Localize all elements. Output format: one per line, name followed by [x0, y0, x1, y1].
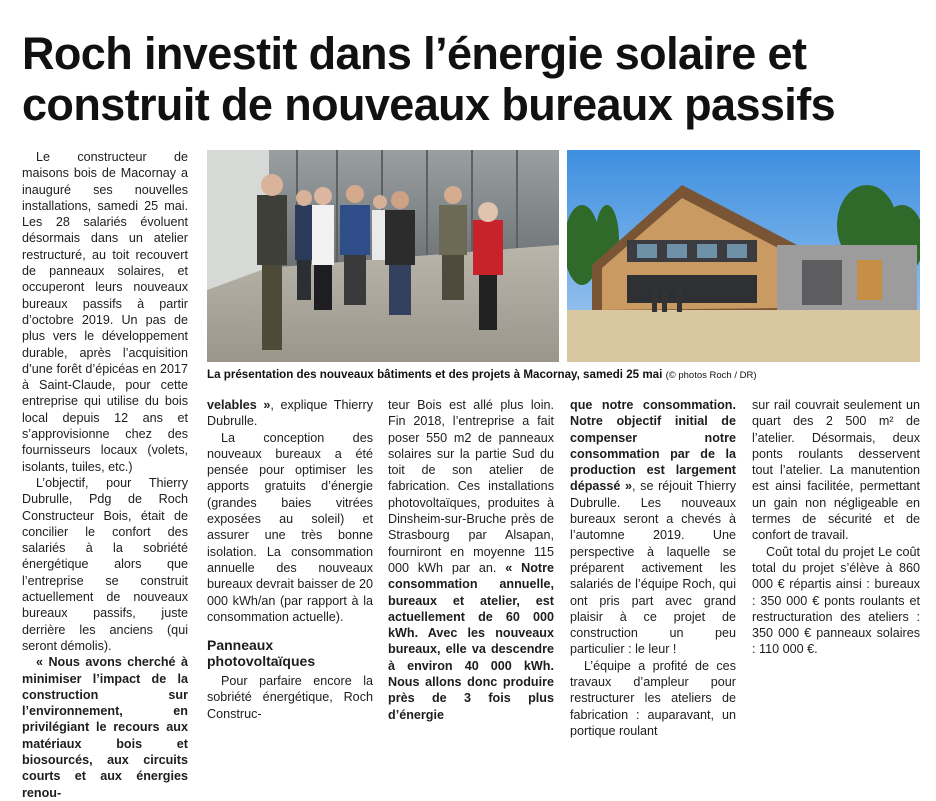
paragraph-text: , se réjouit Thierry Dubrulle. Les nouveaux bureaux seront a chevés à l’automne 2019. Une perspective à laquelle se préparent activement les salariés de l’équipe Roch, qui ont pris part avec grand plaisir à ce projet de construction un peu particulier : le leur !: [570, 479, 736, 657]
article-column-3: [388, 397, 554, 723]
paragraph: L’objectif, pour Thierry Dubrulle, Pdg de Roch Constructeur Bois, était de concilier le confort des salariés à la sobriété énergétique alors que l’entreprise se construit actuellement de nouveaux bureaux passifs, juste derrière les anciens (qui seront démolis).: [22, 475, 188, 653]
paragraph: Pour parfaire encore la sobriété énergétique, Roch Construc-: [207, 674, 373, 721]
quote-attribution: , explique Thierry Dubrulle.: [207, 398, 373, 429]
headline: Roch investit dans l’énergie solaire et construit de nouveaux bureaux passifs: [22, 28, 836, 130]
photo-presentation-group: [207, 150, 559, 362]
quote-text: « Notre consommation annuelle, bureaux et atelier, est actuellement de 60 000 kWh. Avec les nouveaux bureaux, elle va descendre à environ 40 000 kWh. Nous allons donc produire près de 3 fois plus d’énergie: [388, 560, 555, 722]
quote-end: velables »: [207, 398, 271, 412]
photo-credit: (© photos Roch / DR): [665, 370, 757, 381]
article-column-2: [207, 397, 373, 722]
quote-text: que notre consommation. Notre objectif initial de compenser notre consommation par de la production est largement dépassé »: [570, 398, 736, 494]
photo-new-building: [567, 150, 920, 362]
article-column-4: [570, 397, 736, 739]
paragraph: Le constructeur de maisons bois de Macornay a inauguré ses nouvelles installations, samedi 25 mai. Les 28 salariés évoluent désormais dans un atelier restructuré, au toit recouvert de panneaux solaires, et occuperont leurs nouveaux bureaux passifs à partir d’octobre 2019. Un pas de plus vers le développement durable, après l’acquisition d’une forêt d’épicéas en 2017 à Saint-Claude, pour cette entreprise qui utilise du bois local depuis 12 ans et s’approvisionne chez des fournisseurs locaux (volets, isolants, tuiles, etc.): [22, 150, 188, 474]
article-column-1: [22, 149, 188, 801]
paragraph: Coût total du projet Le coût total du projet s’élève à 860 000 € répartis ainsi : bureaux : 350 000 € ponts roulants et restructuration des ateliers : 350 000 € panneaux solaires : 110 000 €.: [752, 544, 920, 657]
subheading: Panneaux photovoltaïques: [207, 637, 316, 670]
caption-text: La présentation des nouveaux bâtiments et des projets à Macornay, samedi 25 mai: [207, 368, 663, 381]
paragraph-text: teur Bois est allé plus loin. Fin 2018, l’entreprise a fait poser 550 m2 de panneaux solaires sur la partie Sud du toit de son atelier de fabrication. Ces installations photovoltaïques, produites à Dinsheim-sur-Bruche près de Strasbourg par Alsapan, fourniront en moyenne 115 000 kWh par an.: [388, 398, 554, 575]
paragraph: [570, 397, 736, 658]
paragraph: L’équipe a profité de ces travaux d’ampleur pour restructurer les ateliers de fabrication : auparavant, un portique roulant: [570, 658, 736, 738]
article-column-5: [752, 397, 920, 658]
paragraph: sur rail couvrait seulement un quart des 2 500 m² de l’atelier. Désormais, deux ponts roulants desservent tout l’atelier. La manutention est ainsi facilitée, permettant un gain non négligeable en termes de sécurité et de confort de travail.: [752, 398, 920, 543]
quote-paragraph: « Nous avons cherché à minimiser l’impact de la construction sur l’environnement, en privilégiant le recours aux matériaux bois et biosourcés, aux circuits courts et aux énergies renou-: [22, 655, 188, 800]
paragraph: [207, 397, 373, 430]
paragraph: La conception des nouveaux bureaux a été pensée pour optimiser les apports gratuits d’énergie (grandes baies vitrées exposées au soleil) et assurer une très bonne isolation. La consommation annuelle des nouveaux bureaux devrait baisser de 20 000 kWh/an (par rapport à la consommation actuelle).: [207, 430, 373, 624]
photo-caption: [207, 368, 927, 381]
paragraph: [388, 397, 554, 723]
